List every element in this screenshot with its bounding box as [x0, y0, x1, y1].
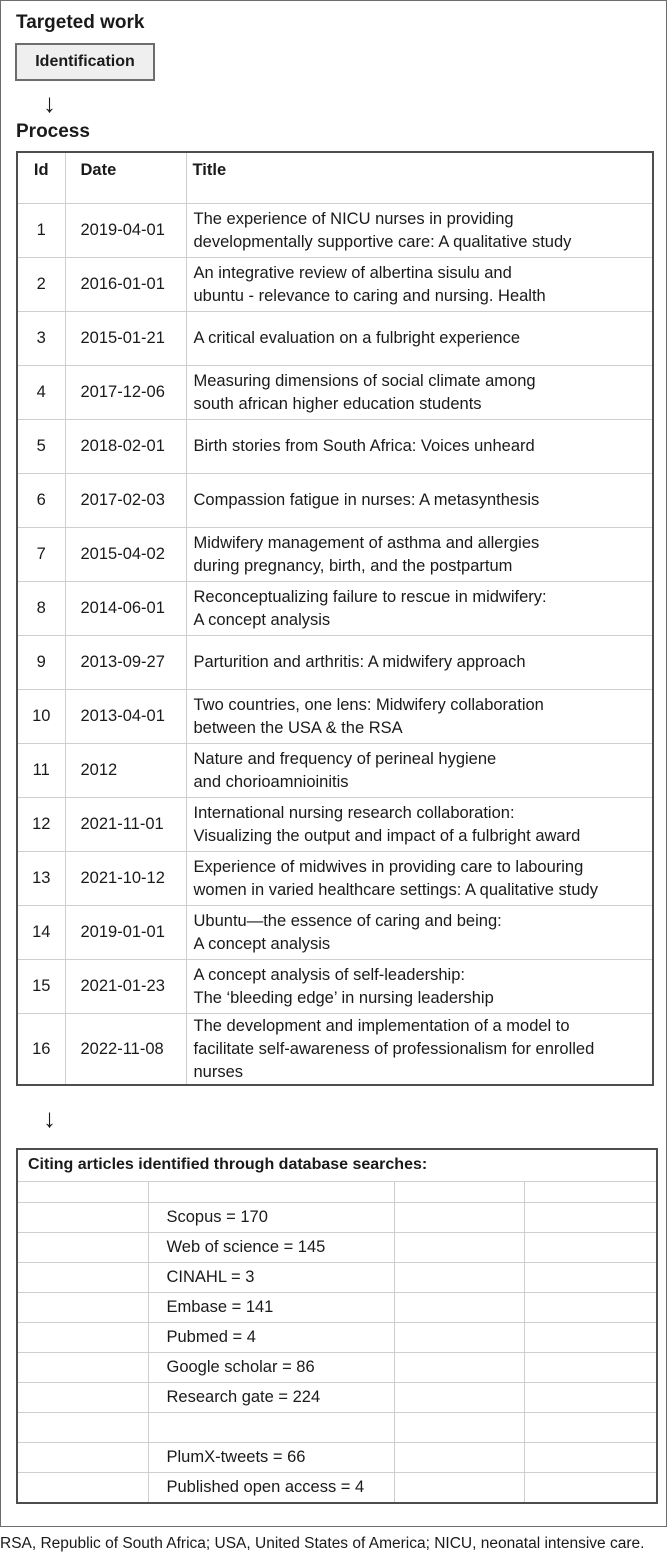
row-id: 10 [17, 690, 65, 744]
row-id: 8 [17, 582, 65, 636]
identification-box: Identification [15, 43, 155, 81]
row-title [186, 960, 653, 1014]
row-title-line: Midwifery management of asthma and allergies [193, 533, 540, 552]
row-date: 2017-02-03 [65, 474, 186, 528]
empty-cell [18, 1233, 148, 1263]
table-row [17, 528, 653, 582]
empty-cell [18, 1263, 148, 1293]
row-date: 2013-04-01 [65, 690, 186, 744]
empty-cell [18, 1293, 148, 1323]
row-title-line: An integrative review of albertina sisulu and [193, 263, 512, 282]
row-id: 2 [17, 258, 65, 312]
process-heading: Process [16, 121, 90, 142]
database-count: CINAHL = 3 [148, 1263, 394, 1293]
row-id: 11 [17, 744, 65, 798]
column-header-date: Date [65, 152, 186, 204]
row-date: 2015-01-21 [65, 312, 186, 366]
database-count: Pubmed = 4 [148, 1323, 394, 1353]
database-count [148, 1182, 394, 1203]
row-title-line: between the USA & the RSA [193, 718, 403, 737]
citing-row [18, 1263, 656, 1293]
empty-cell [394, 1353, 524, 1383]
row-title-line: during pregnancy, birth, and the postpartum [193, 556, 513, 575]
citing-articles-box [16, 1148, 658, 1504]
row-title-line: International nursing research collaboration: [193, 803, 515, 822]
database-count: Scopus = 170 [148, 1203, 394, 1233]
footnote: RSA, Republic of South Africa; USA, United States of America; NICU, neonatal intensive care. [0, 1535, 645, 1552]
row-title-line: nurses [193, 1062, 244, 1081]
row-title-line: Ubuntu—the essence of caring and being: [193, 911, 502, 930]
citing-row [18, 1383, 656, 1413]
empty-cell [18, 1383, 148, 1413]
row-title-line: Reconceptualizing failure to rescue in midwifery: [193, 587, 547, 606]
row-date: 2019-01-01 [65, 906, 186, 960]
row-id: 9 [17, 636, 65, 690]
row-title-line: Two countries, one lens: Midwifery collaboration [193, 695, 544, 714]
row-title-line: The ‘bleeding edge’ in nursing leadership [193, 988, 494, 1007]
row-id: 3 [17, 312, 65, 366]
empty-cell [18, 1413, 148, 1443]
table-row [17, 690, 653, 744]
row-title-line: Parturition and arthritis: A midwifery approach [193, 653, 526, 671]
row-date: 2014-06-01 [65, 582, 186, 636]
row-title [186, 312, 653, 366]
database-count [148, 1413, 394, 1443]
down-arrow-icon: ↓ [43, 1103, 56, 1133]
database-count: Published open access = 4 [148, 1473, 394, 1503]
row-title-line: The experience of NICU nurses in providing [193, 209, 514, 228]
empty-cell [18, 1323, 148, 1353]
table-header-row [17, 152, 653, 204]
citing-row [18, 1443, 656, 1473]
row-date: 2021-01-23 [65, 960, 186, 1014]
empty-cell [524, 1293, 656, 1323]
works-table-body [17, 204, 653, 1086]
row-title [186, 906, 653, 960]
empty-cell [18, 1443, 148, 1473]
citing-row [18, 1233, 656, 1263]
row-title [186, 690, 653, 744]
row-date: 2016-01-01 [65, 258, 186, 312]
table-row [17, 582, 653, 636]
row-title-line: developmentally supportive care: A qualitative study [193, 232, 572, 251]
database-count: Google scholar = 86 [148, 1353, 394, 1383]
table-row [17, 744, 653, 798]
empty-cell [394, 1323, 524, 1353]
table-row [17, 798, 653, 852]
row-id: 15 [17, 960, 65, 1014]
row-date: 2022-11-08 [65, 1014, 186, 1086]
empty-cell [524, 1263, 656, 1293]
row-id: 16 [17, 1014, 65, 1086]
row-id: 14 [17, 906, 65, 960]
row-date: 2021-11-01 [65, 798, 186, 852]
row-date: 2013-09-27 [65, 636, 186, 690]
empty-cell [18, 1203, 148, 1233]
row-title [186, 366, 653, 420]
row-title-line: A concept analysis [193, 610, 331, 629]
database-count: Research gate = 224 [148, 1383, 394, 1413]
citing-row [18, 1323, 656, 1353]
citing-row [18, 1353, 656, 1383]
row-id: 7 [17, 528, 65, 582]
row-title-line: and chorioamnioinitis [193, 772, 349, 791]
row-date: 2021-10-12 [65, 852, 186, 906]
row-title-line: Visualizing the output and impact of a fulbright award [193, 826, 581, 845]
table-row [17, 636, 653, 690]
empty-cell [524, 1413, 656, 1443]
database-count: Web of science = 145 [148, 1233, 394, 1263]
row-title [186, 204, 653, 258]
table-row [17, 1014, 653, 1086]
column-header-id: Id [17, 152, 65, 204]
empty-cell [524, 1182, 656, 1203]
row-title [186, 798, 653, 852]
row-id: 1 [17, 204, 65, 258]
empty-cell [524, 1383, 656, 1413]
down-arrow-icon: ↓ [43, 88, 56, 118]
row-title-line: Experience of midwives in providing care to labouring [193, 857, 584, 876]
table-row [17, 312, 653, 366]
row-date: 2015-04-02 [65, 528, 186, 582]
row-title-line: women in varied healthcare settings: A qualitative study [193, 880, 598, 899]
row-title [186, 852, 653, 906]
database-count: PlumX-tweets = 66 [148, 1443, 394, 1473]
row-title-line: facilitate self-awareness of professionalism for enrolled [193, 1039, 595, 1058]
empty-cell [394, 1263, 524, 1293]
table-row [17, 258, 653, 312]
targeted-work-heading: Targeted work [16, 12, 145, 33]
table-row [17, 906, 653, 960]
row-id: 5 [17, 420, 65, 474]
row-title [186, 474, 653, 528]
empty-cell [394, 1413, 524, 1443]
targeted-works-table [16, 151, 654, 1086]
empty-cell [18, 1353, 148, 1383]
empty-cell [394, 1383, 524, 1413]
empty-cell [524, 1443, 656, 1473]
table-row [17, 366, 653, 420]
row-title [186, 258, 653, 312]
table-row [17, 420, 653, 474]
row-title-line: ubuntu - relevance to caring and nursing. Health [193, 286, 546, 305]
row-id: 6 [17, 474, 65, 528]
row-title-line: south african higher education students [193, 394, 482, 413]
row-title-line: A concept analysis of self-leadership: [193, 965, 465, 984]
row-date: 2019-04-01 [65, 204, 186, 258]
empty-cell [524, 1473, 656, 1503]
row-title-line: A concept analysis [193, 934, 331, 953]
empty-cell [394, 1182, 524, 1203]
citing-row [18, 1203, 656, 1233]
row-date: 2012 [65, 744, 186, 798]
row-title-line: Measuring dimensions of social climate among [193, 371, 536, 390]
empty-cell [18, 1473, 148, 1503]
empty-cell [394, 1203, 524, 1233]
empty-cell [394, 1443, 524, 1473]
row-id: 12 [17, 798, 65, 852]
table-row [17, 852, 653, 906]
row-title [186, 582, 653, 636]
row-title [186, 636, 653, 690]
empty-cell [394, 1293, 524, 1323]
citing-row [18, 1473, 656, 1503]
row-id: 4 [17, 366, 65, 420]
empty-cell [524, 1233, 656, 1263]
table-row [17, 204, 653, 258]
empty-cell [394, 1473, 524, 1503]
row-title [186, 420, 653, 474]
empty-cell [394, 1233, 524, 1263]
row-title-line: Birth stories from South Africa: Voices unheard [193, 437, 535, 455]
table-row [17, 474, 653, 528]
database-count: Embase = 141 [148, 1293, 394, 1323]
empty-cell [18, 1182, 148, 1203]
citing-row [18, 1413, 656, 1443]
citing-row [18, 1182, 656, 1203]
empty-cell [524, 1323, 656, 1353]
row-title-line: The development and implementation of a model to [193, 1016, 570, 1035]
column-header-title: Title [186, 152, 653, 204]
citing-articles-table [18, 1182, 656, 1502]
empty-cell [524, 1353, 656, 1383]
row-title-line: Compassion fatigue in nurses: A metasynthesis [193, 491, 540, 509]
empty-cell [524, 1203, 656, 1233]
row-title [186, 744, 653, 798]
row-title-line: A critical evaluation on a fulbright experience [193, 329, 521, 347]
citing-row [18, 1293, 656, 1323]
row-id: 13 [17, 852, 65, 906]
citing-articles-body [18, 1182, 656, 1502]
row-date: 2017-12-06 [65, 366, 186, 420]
table-row [17, 960, 653, 1014]
citing-articles-title: Citing articles identified through database searches: [18, 1150, 656, 1182]
row-date: 2018-02-01 [65, 420, 186, 474]
row-title-line: Nature and frequency of perineal hygiene [193, 749, 497, 768]
row-title [186, 528, 653, 582]
row-title [186, 1014, 653, 1086]
